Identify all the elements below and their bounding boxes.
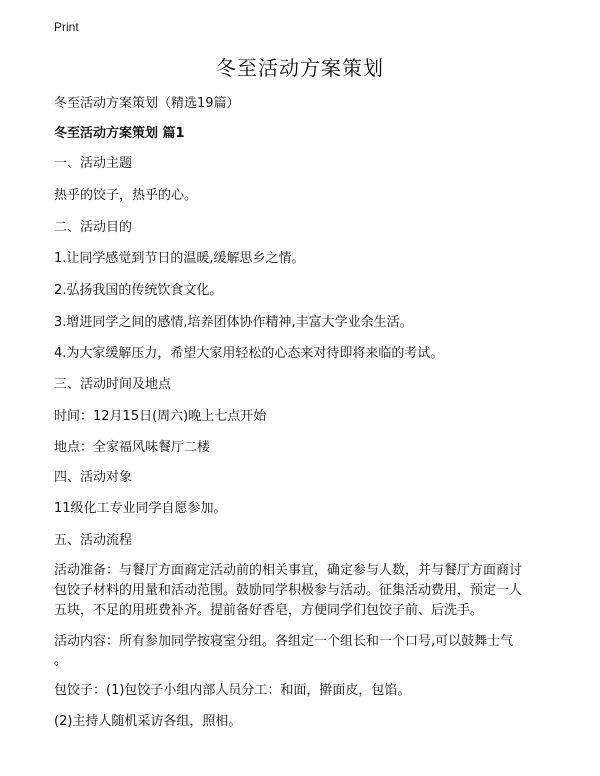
page-title: 冬至活动方案策划 <box>216 56 384 80</box>
place-text: 地点：全家福风味餐厅二楼 <box>54 440 211 455</box>
purpose-heading: 二、活动目的 <box>54 220 133 235</box>
content-line-1: 活动内容：所有参加同学按寝室分组。各组定一个组长和一个口号,可以鼓舞士气 <box>54 634 514 649</box>
prep-line-3: 五块，不足的用班费补齐。提前备好香皂，方便同学们包饺子前、后洗手。 <box>54 603 484 618</box>
host-text: (2)主持人随机采访各组，照相。 <box>54 714 242 729</box>
document-subtitle: 冬至活动方案策划（精选19篇） <box>54 96 240 111</box>
content-line-2: 。 <box>54 653 68 668</box>
purpose-item-4: 4.为大家缓解压力，希望大家用轻松的心态来对待即将来临的考试。 <box>54 346 444 361</box>
time-place-heading: 三、活动时间及地点 <box>54 377 172 392</box>
process-heading: 五、活动流程 <box>54 533 133 548</box>
prep-line-2: 包饺子材料的用量和活动范围。鼓励同学积极参与活动。征集活动费用，预定一人 <box>54 583 523 598</box>
target-heading: 四、活动对象 <box>54 470 133 485</box>
dumpling-text: 包饺子：(1)包饺子小组内部人员分工：和面，擀面皮，包馅。 <box>54 683 411 698</box>
target-text: 11级化工专业同学自愿参加。 <box>54 501 227 516</box>
time-text: 时间：12月15日(周六)晚上七点开始 <box>54 409 267 424</box>
purpose-item-1: 1.让同学感觉到节日的温暖,缓解思乡之情。 <box>54 251 305 266</box>
purpose-item-2: 2.弘扬我国的传统饮食文化。 <box>54 283 223 298</box>
theme-heading: 一、活动主题 <box>54 156 133 171</box>
theme-text: 热乎的饺子，热乎的心。 <box>54 188 198 203</box>
purpose-item-3: 3.增进同学之间的感情,培养团体协作精神,丰富大学业余生活。 <box>54 315 413 330</box>
prep-line-1: 活动准备：与餐厅方面商定活动前的相关事宜，确定参与人数，并与餐厅方面商讨 <box>54 563 523 578</box>
print-link[interactable]: Print <box>54 20 79 34</box>
section-title: 冬至活动方案策划 篇1 <box>54 126 185 141</box>
